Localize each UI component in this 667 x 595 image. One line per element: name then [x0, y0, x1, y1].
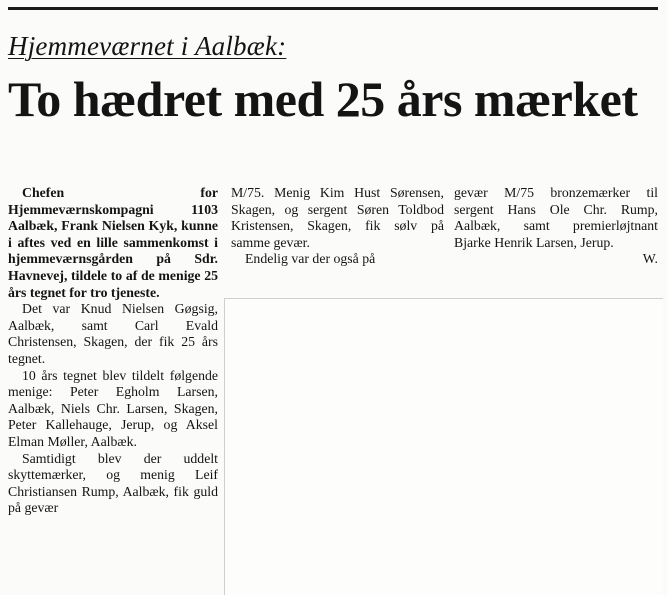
paragraph-4: Endelig var der også på	[245, 251, 376, 267]
author-signature: W.	[642, 251, 658, 267]
article-headline: To hædret med 25 års mærket	[8, 71, 638, 127]
paragraph-3-continued: M/75. Menig Kim Hust Sørensen, Skagen, og sergent Søren Toldbod Kristensen, Skagen, fik sølv på samme gevær.	[231, 185, 444, 250]
column-2	[231, 185, 444, 268]
paragraph-2: 10 års tegnet blev tildelt følgende menige: Peter Egholm Larsen, Aalbæk, Niels Chr. Larsen, Skagen, Peter Kallehauge, Jerup, og Aksel Elman Møller, Aalbæk.	[8, 367, 218, 449]
column-3	[454, 185, 658, 268]
article-lead: Chefen for Hjemmeværnskompagni 1103 Aalbæk, Frank Nielsen Kyk, kunne i aftes ved en lille sammenkomst i hjemmeværnsgården på Sdr. Havnevej, tildele to af de menige 25 års tegnet for tro tjeneste.	[8, 185, 218, 300]
paragraph-4-continued: gevær M/75 bronzemærker til sergent Hans Ole Chr. Rump, Aalbæk, samt premierløjtnant Bjarke Henrik Larsen, Jerup.	[454, 185, 658, 250]
column-1	[8, 185, 218, 517]
paragraph-1: Det var Knud Nielsen Gøgsig, Aalbæk, samt Carl Evald Christensen, Skagen, der fik 25 års tegnet.	[8, 301, 218, 366]
paragraph-3: Samtidigt blev der uddelt skyttemærker, og menig Leif Christiansen Rump, Aalbæk, fik guld på gevær	[8, 450, 218, 516]
top-rule	[8, 7, 658, 10]
photo-area	[224, 298, 663, 595]
article-kicker: Hjemmeværnet i Aalbæk:	[8, 31, 287, 61]
